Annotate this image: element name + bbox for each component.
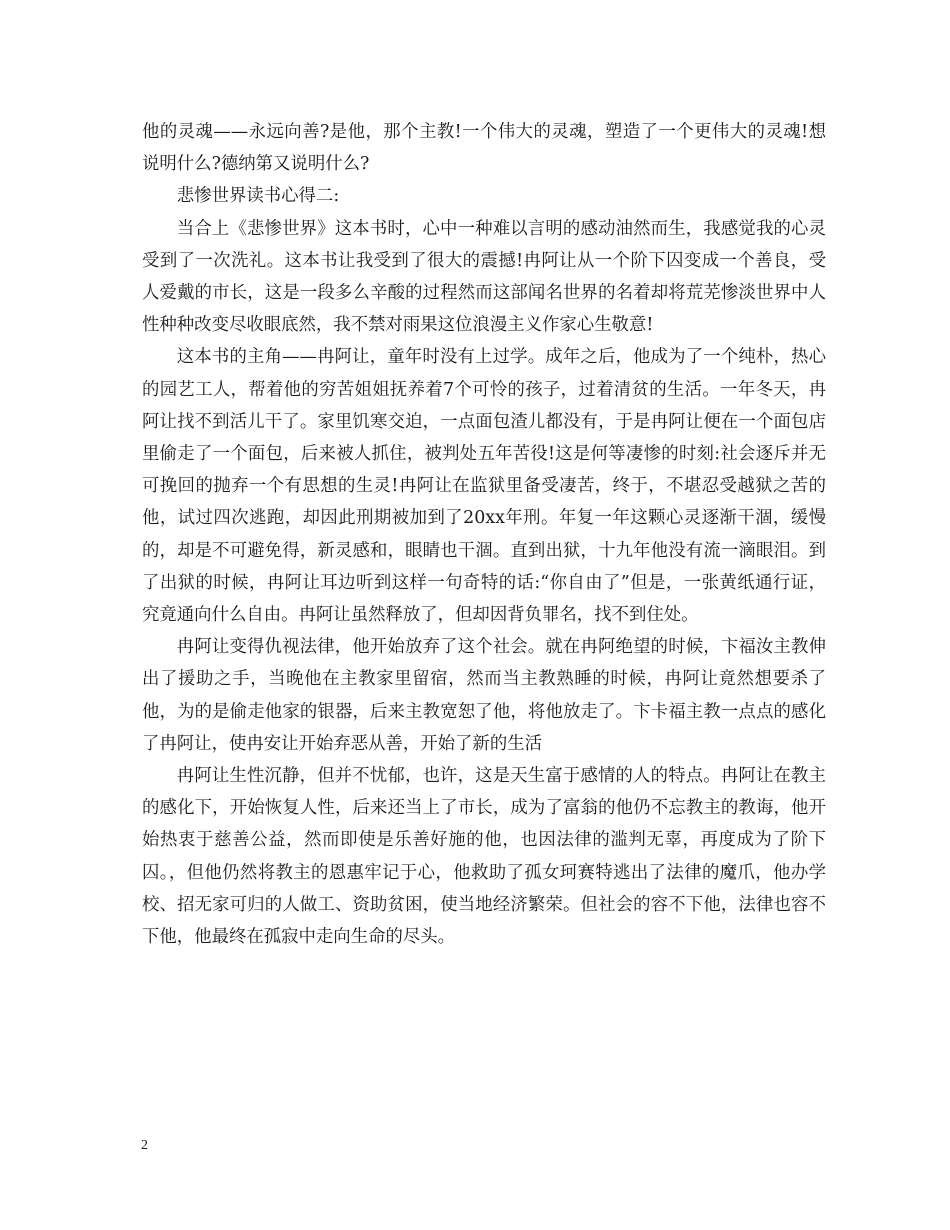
paragraph: 这本书的主角——冉阿让，童年时没有上过学。成年之后，他成为了一个纯朴，热心的园艺工人，帮着他的穷苦姐姐抚养着7个可怜的孩子，过着清贫的生活。一年冬天，冉阿让找不到活儿干了。家里饥寒交迫，一点面包渣儿都没有，于是冉阿让便在一个面包店里偷走了一个面包，后来被人抓住，被判处五年苦役!这是何等凄惨的时刻:社会逐斥并无可挽回的抛弃一个有思想的生灵!冉阿让在监狱里备受凄苦，终于，不堪忍受越狱之苦的他，试过四次逃跑，却因此刑期被加到了20xx年刑。年复一年这颗心灵逐渐干涸，缓慢的，却是不可避免得，新灵感和，眼睛也干涸。直到出狱，十九年他没有流一滴眼泪。到了出狱的时候，冉阿让耳边听到这样一句奇特的话:“你自由了”但是，一张黄纸通行证，究竟通向什么自由。冉阿让虽然释放了，但却因背负罪名，找不到住处。	[142, 347, 826, 626]
page-number: 2	[141, 1138, 148, 1153]
paragraph: 冉阿让变得仇视法律，他开始放弃了这个社会。就在冉阿绝望的时候，卞福汝主教伸出了援助之手，当晚他在主教家里留宿，然而当主教熟睡的时候，冉阿让竟然想要杀了他，为的是偷走他家的银器，后来主教宽恕了他，将他放走了。卞卡福主教一点点的感化了冉阿让，使冉安让开始弃恶从善，开始了新的生活	[142, 637, 826, 754]
section-heading: 悲惨世界读书心得二:	[176, 186, 340, 207]
paragraph-continuation: 他的灵魂——永远向善?是他，那个主教!一个伟大的灵魂，塑造了一个更伟大的灵魂!想说明什么?德纳第又说明什么?	[142, 122, 826, 175]
paragraph: 当合上《悲惨世界》这本书时，心中一种难以言明的感动油然而生，我感觉我的心灵受到了一次洗礼。这本书让我受到了很大的震撼!冉阿让从一个阶下囚变成一个善良，受人爱戴的市长，这是一段多么辛酸的过程然而这部闻名世界的名着却将荒芜惨淡世界中人性种种改变尽收眼底然，我不禁对雨果这位浪漫主义作家心生敬意!	[142, 218, 826, 336]
document-body	[142, 116, 826, 953]
paragraph: 冉阿让生性沉静，但并不忧郁，也许，这是天生富于感情的人的特点。冉阿让在教主的感化下，开始恢复人性，后来还当上了市长，成为了富翁的他仍不忘教主的教诲，他开始热衷于慈善公益，然而即使是乐善好施的他，也因法律的滥判无辜，再度成为了阶下囚。，但他仍然将教主的恩惠牢记于心，他救助了孤女珂赛特逃出了法律的魔爪，他办学校、招无家可归的人做工、资助贫困，使当地经济繁荣。但社会的容不下他，法律也容不下他，他最终在孤寂中走向生命的尽头。	[142, 766, 826, 948]
